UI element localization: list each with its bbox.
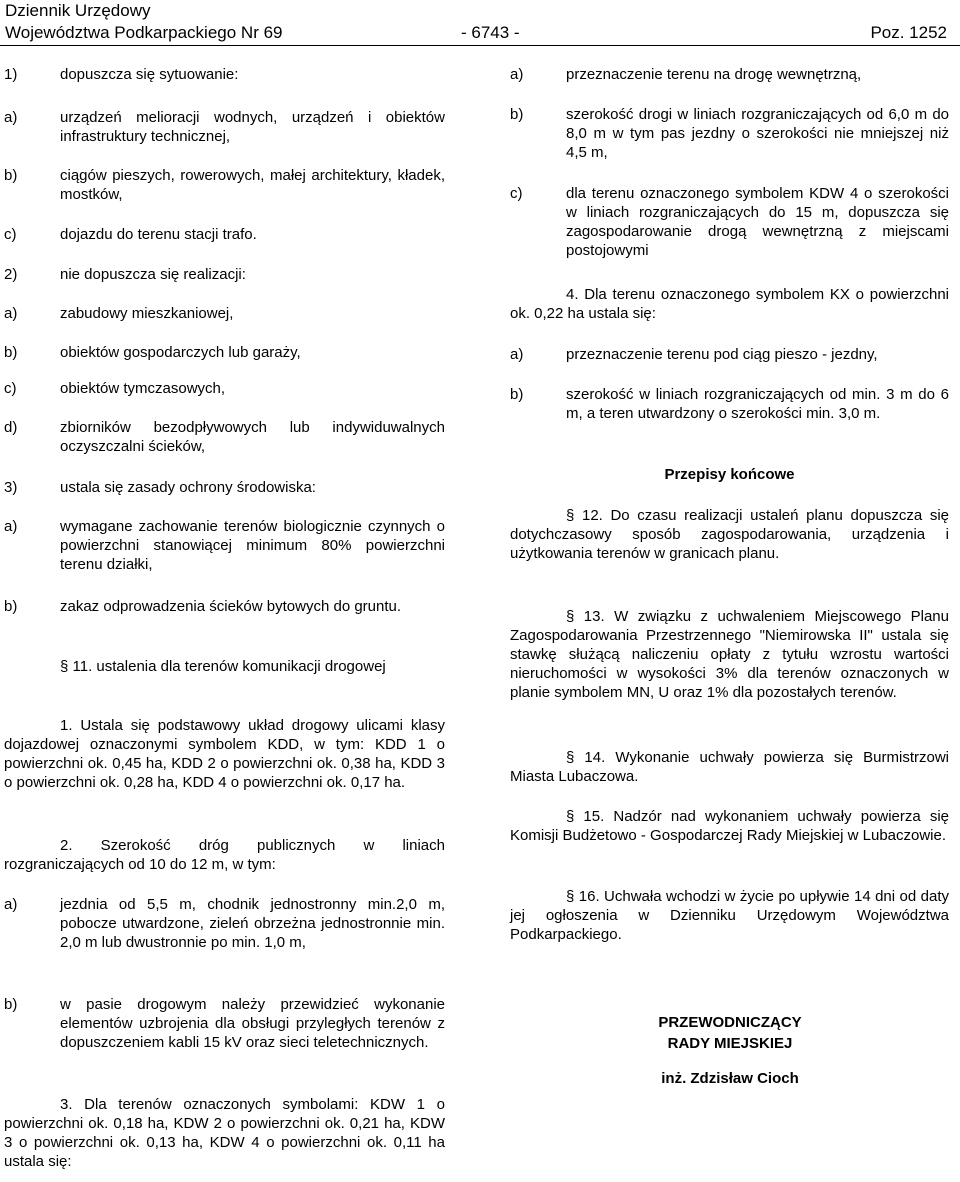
- clause-marker: 3): [4, 479, 18, 496]
- final-provisions-heading: Przepisy końcowe: [664, 466, 795, 483]
- clause-4-a: [510, 345, 949, 364]
- clause-text: szerokość drogi w liniach rozgraniczających od 6,0 m do 8,0 m w tym pas jezdny o szerokości nie mniejszej niż 4,5 m,: [566, 106, 949, 161]
- clause-text: wymagane zachowanie terenów biologicznie czynnych o powierzchni stanowiącej minimum 80% powierzchni terenu działki,: [60, 518, 445, 573]
- clause-2a: [4, 304, 445, 323]
- clause-marker: b): [510, 386, 524, 403]
- clause-3: [4, 478, 445, 497]
- clause-text: nie dopuszcza się realizacji:: [60, 266, 246, 283]
- header-rule: [0, 45, 960, 46]
- clause-marker: a): [4, 518, 18, 535]
- clause-marker: 1): [4, 66, 18, 83]
- clause-text: szerokość w liniach rozgraniczających od min. 3 m do 6 m, a teren utwardzony o szerokości min. 3,0 m.: [566, 386, 949, 422]
- clause-3-b: [510, 105, 949, 162]
- clause-marker: a): [4, 305, 18, 322]
- section-15: § 15. Nadzór nad wykonaniem uchwały powierza się Komisji Budżetowo - Gospodarczej Rady Miejskiej w Lubaczowie.: [510, 808, 949, 844]
- clause-marker: a): [510, 66, 524, 83]
- page-header: [5, 0, 947, 44]
- clause-1: [4, 65, 445, 84]
- clause-text: przeznaczenie terenu na drogę wewnętrzną,: [566, 66, 862, 83]
- clause-marker: c): [4, 226, 17, 243]
- clause-1b: [4, 166, 445, 204]
- clause-marker: d): [4, 419, 18, 436]
- clause-text: zabudowy mieszkaniowej,: [60, 305, 234, 322]
- clause-marker: b): [4, 167, 18, 184]
- section-11-point-1: 1. Ustala się podstawowy układ drogowy ulicami klasy dojazdowej oznaczonymi symbolem KDD, w tym: KDD 1 o powierzchni ok. 0,45 ha, KDD 2 o powierzchni ok. 0,38 ha, KDD 3 o powierzchni ok. 0,28 ha, KDD 4 o powierzchni ok. 0,17 ha.: [4, 717, 445, 791]
- clause-marker: a): [510, 346, 524, 363]
- clause-marker: a): [4, 109, 18, 126]
- section-11-point-4: 4. Dla terenu oznaczonego symbolem KX o powierzchni ok. 0,22 ha ustala się:: [510, 286, 949, 322]
- clause-marker: b): [4, 344, 18, 361]
- clause-marker: c): [4, 380, 17, 397]
- clause-marker: b): [4, 996, 18, 1013]
- signature-name: inż. Zdzisław Cioch: [661, 1070, 799, 1087]
- clause-2c: [4, 379, 445, 398]
- clause-marker: b): [510, 106, 524, 123]
- section-16: § 16. Uchwała wchodzi w życie po upływie 14 dni od daty jej ogłoszenia w Dzienniku Urzędowym Województwa Podkarpackiego.: [510, 888, 949, 943]
- clause-3b: [4, 597, 445, 616]
- clause-1c: [4, 225, 445, 244]
- clause-text: zakaz odprowadzenia ścieków bytowych do gruntu.: [60, 598, 402, 615]
- signature-block: [610, 1012, 850, 1089]
- clause-text: ustala się zasady ochrony środowiska:: [60, 479, 316, 496]
- signature-title-line1: PRZEWODNICZĄCY: [658, 1014, 802, 1031]
- clause-2d: [4, 418, 445, 456]
- position-number: Poz. 1252: [870, 23, 947, 42]
- section-11-point-2: 2. Szerokość dróg publicznych w liniach rozgraniczających od 10 do 12 m, w tym:: [4, 837, 445, 873]
- clause-marker: b): [4, 598, 18, 615]
- signature-title-line2: RADY MIEJSKIEJ: [667, 1035, 793, 1052]
- clause-text: dla terenu oznaczonego symbolem KDW 4 o szerokości w liniach rozgraniczających do 15 m, dopuszcza się zagospodarowanie drogą wewnętrzną z miejscami postojowymi: [566, 185, 949, 259]
- clause-marker: a): [4, 896, 18, 913]
- section-11-title: § 11. ustalenia dla terenów komunikacji drogowej: [60, 658, 386, 675]
- clause-3-c: [510, 184, 949, 260]
- clause-text: w pasie drogowym należy przewidzieć wykonanie elementów uzbrojenia dla obsługi przyległych terenów z dopuszczeniem kabli 15 kV oraz sieci teletechnicznych.: [60, 996, 445, 1051]
- page-number: - 6743 -: [461, 23, 520, 42]
- clause-3-a: [510, 65, 949, 84]
- clause-3a: [4, 517, 445, 574]
- journal-title: Dziennik Urzędowy: [5, 1, 151, 20]
- clause-text: ciągów pieszych, rowerowych, małej architektury, kładek, mostków,: [60, 167, 445, 203]
- journal-subtitle: Województwa Podkarpackiego Nr 69: [5, 23, 283, 42]
- clause-11-2b: [4, 995, 445, 1052]
- section-14: § 14. Wykonanie uchwały powierza się Burmistrzowi Miasta Lubaczowa.: [510, 749, 949, 785]
- clause-text: obiektów gospodarczych lub garaży,: [60, 344, 301, 361]
- section-13: § 13. W związku z uchwaleniem Miejscowego Planu Zagospodarowania Przestrzennego "Niemirowska II" ustala się stawkę służącą naliczeniu opłaty z tytułu wzrostu wartości nieruchomości w wysokości 3% dla terenów oznaczonych w planie symbolem MN, U oraz 1% dla pozostałych terenów.: [510, 608, 949, 701]
- clause-text: zbiorników bezodpływowych lub indywiduwalnych oczyszczalni ścieków,: [60, 419, 445, 455]
- clause-text: jezdnia od 5,5 m, chodnik jednostronny min.2,0 m, pobocze utwardzone, zieleń obrzeżna jednostronnie min. 2,0 m lub dwustronnie po min. 1,0 m,: [60, 896, 445, 951]
- clause-text: przeznaczenie terenu pod ciąg pieszo - jezdny,: [566, 346, 878, 363]
- clause-text: dojazdu do terenu stacji trafo.: [60, 226, 257, 243]
- clause-2b: [4, 343, 445, 362]
- clause-4-b: [510, 385, 949, 423]
- clause-text: dopuszcza się sytuowanie:: [60, 66, 239, 83]
- clause-11-2a: [4, 895, 445, 952]
- clause-1a: [4, 108, 445, 146]
- clause-2: [4, 265, 445, 284]
- clause-text: obiektów tymczasowych,: [60, 380, 226, 397]
- clause-text: urządzeń melioracji wodnych, urządzeń i obiektów infrastruktury technicznej,: [60, 109, 445, 145]
- clause-marker: 2): [4, 266, 18, 283]
- section-12: § 12. Do czasu realizacji ustaleń planu dopuszcza się dotychczasowy sposób zagospodarowania, urządzenia i użytkowania terenów w granicach planu.: [510, 507, 949, 562]
- section-11-point-3: 3. Dla terenów oznaczonych symbolami: KDW 1 o powierzchni ok. 0,18 ha, KDW 2 o powierzchni ok. 0,21 ha, KDW 3 o powierzchni ok. 0,13 ha, KDW 4 o powierzchni ok. 0,11 ha ustala się:: [4, 1096, 445, 1170]
- clause-marker: c): [510, 185, 523, 202]
